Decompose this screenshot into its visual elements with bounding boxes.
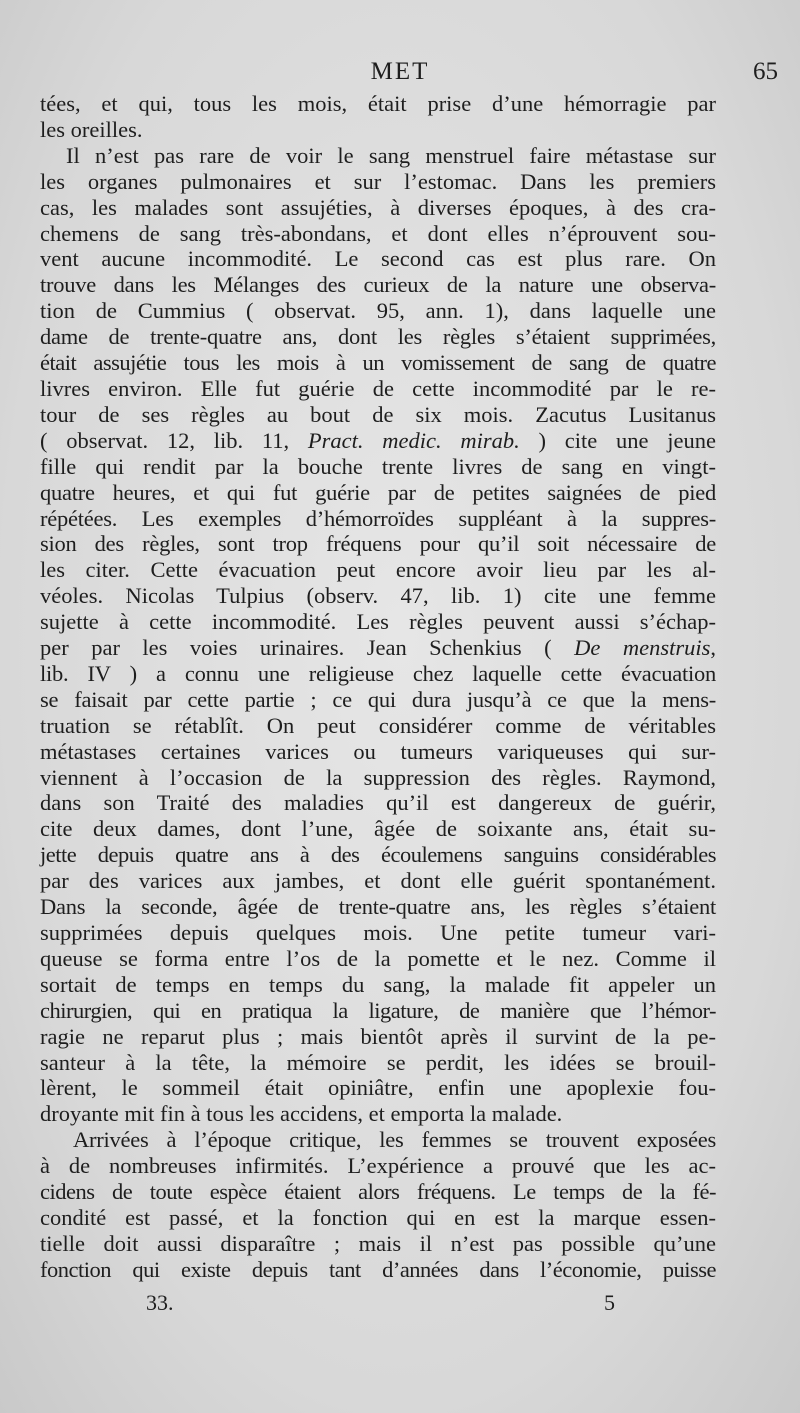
text-segment: , (710, 635, 716, 661)
italic-title: Pract. medic. mirab. (307, 427, 520, 453)
text-segment: ) cite une jeune (519, 427, 716, 453)
text-line: vent aucune incommodité. Le second cas est plus rare. On (40, 246, 716, 272)
text-line: lib. IV ) a connu une religieuse chez laquelle cette évacuation (40, 660, 716, 686)
text-segment: ( observat. 12, lib. 11, (40, 427, 308, 453)
text-line: sujette à cette incommodité. Les règles peuvent aussi s’échap- (40, 609, 716, 635)
text-line: quatre heures, et qui fut guérie par de petites saignées de pied (40, 479, 716, 505)
text-line: chemens de sang très-abondans, et dont elles n’éprouvent sou- (40, 220, 716, 246)
text-line: les oreilles. (40, 116, 143, 142)
text-line: condité est passé, et la fonction qui en est la marque essen- (40, 1204, 716, 1230)
text-line (40, 428, 716, 454)
text-line: cidens de toute espèce étaient alors fréquens. Le temps de la fé- (40, 1179, 716, 1205)
text-line: par des varices aux jambes, et dont elle guérit spontanément. (40, 868, 716, 894)
text-line: santeur à la tête, la mémoire se perdit, les idées se brouil- (40, 1049, 716, 1075)
text-line: truation se rétablît. On peut considérer comme de véritables (40, 712, 716, 738)
text-line: sion des règles, sont trop fréquens pour qu’il soit nécessaire de (40, 531, 716, 557)
signature-mark: 33. (146, 1290, 174, 1315)
text-line: livres environ. Elle fut guérie de cette incommodité par le re- (40, 375, 716, 401)
text-line: supprimées depuis quelques mois. Une petite tumeur vari- (40, 920, 716, 945)
text-line: lèrent, le sommeil était opiniâtre, enfin une apoplexie fou- (40, 1075, 716, 1101)
text-line: Arrivées à l’époque critique, les femmes se trouvent exposées (73, 1127, 716, 1153)
text-line: répétées. Les exemples d’hémorroïdes suppléant à la suppres- (40, 505, 716, 531)
text-line (40, 635, 716, 661)
text-line: tour de ses règles au bout de six mois. Zacutus Lusitanus (40, 401, 716, 427)
text-line: tées, et qui, tous les mois, était prise d’une hémorragie par (40, 91, 716, 116)
text-line: cas, les malades sont assujéties, à diverses époques, à des cra- (40, 194, 716, 220)
text-line: Il n’est pas rare de voir le sang menstruel faire métastase sur (66, 142, 716, 168)
text-line: dans son Traité des maladies qu’il est dangereux de guérir, (40, 790, 716, 816)
sheet-number: 5 (604, 1290, 615, 1315)
text-line: sortait de temps en temps du sang, la malade fit appeler un (40, 971, 716, 997)
text-line: fonction qui existe depuis tant d’années dans l’économie, puisse (40, 1256, 716, 1282)
text-line: chirurgien, qui en pratiqua la ligature, de manière que l’hémor- (40, 997, 716, 1023)
page-footer (0, 1290, 800, 1320)
text-line: les organes pulmonaires et sur l’estomac. Dans les premiers (40, 168, 716, 194)
text-line: jette depuis quatre ans à des écoulemens sanguins considérables (40, 842, 716, 868)
text-line: ragie ne reparut plus ; mais bientôt après il survint de la pe- (40, 1023, 716, 1049)
text-line: tion de Cummius ( observat. 95, ann. 1), dans laquelle une (40, 298, 716, 324)
running-head-title: MET (370, 58, 430, 85)
text-line: tielle doit aussi disparaître ; mais il n’est pas possible qu’une (40, 1230, 716, 1256)
italic-title: De menstruis (574, 635, 711, 661)
text-segment: per par les voies urinaires. Jean Schenkius ( (40, 635, 575, 661)
text-line: se faisait par cette partie ; ce qui dura jusqu’à ce que la mens- (40, 686, 716, 712)
running-head (0, 58, 800, 90)
text-line: viennent à l’occasion de la suppression des règles. Raymond, (40, 764, 716, 790)
text-line: métastases certaines varices ou tumeurs variqueuses qui sur- (40, 738, 716, 764)
text-line: fille qui rendit par la bouche trente livres de sang en vingt- (40, 453, 716, 479)
page-number: 65 (753, 58, 778, 85)
text-line: était assujétie tous les mois à un vomissement de sang de quatre (40, 350, 716, 376)
text-line: Dans la seconde, âgée de trente-quatre ans, les règles s’étaient (40, 894, 716, 920)
text-line: cite deux dames, dont l’une, âgée de soixante ans, était su- (40, 816, 716, 842)
text-line: dame de trente-quatre ans, dont les règles s’étaient supprimées, (40, 324, 716, 350)
text-line: droyante mit fin à tous les accidens, et emporta la malade. (40, 1101, 563, 1127)
text-line: véoles. Nicolas Tulpius (observ. 47, lib. 1) cite une femme (40, 583, 716, 609)
body-text (40, 91, 716, 1283)
text-line: les citer. Cette évacuation peut encore avoir lieu par les al- (40, 557, 716, 583)
text-line: à de nombreuses infirmités. L’expérience a prouvé que les ac- (40, 1153, 716, 1179)
text-line: trouve dans les Mélanges des curieux de la nature une observa- (40, 272, 716, 298)
text-line: queuse se forma entre l’os de la pomette et le nez. Comme il (40, 945, 716, 971)
